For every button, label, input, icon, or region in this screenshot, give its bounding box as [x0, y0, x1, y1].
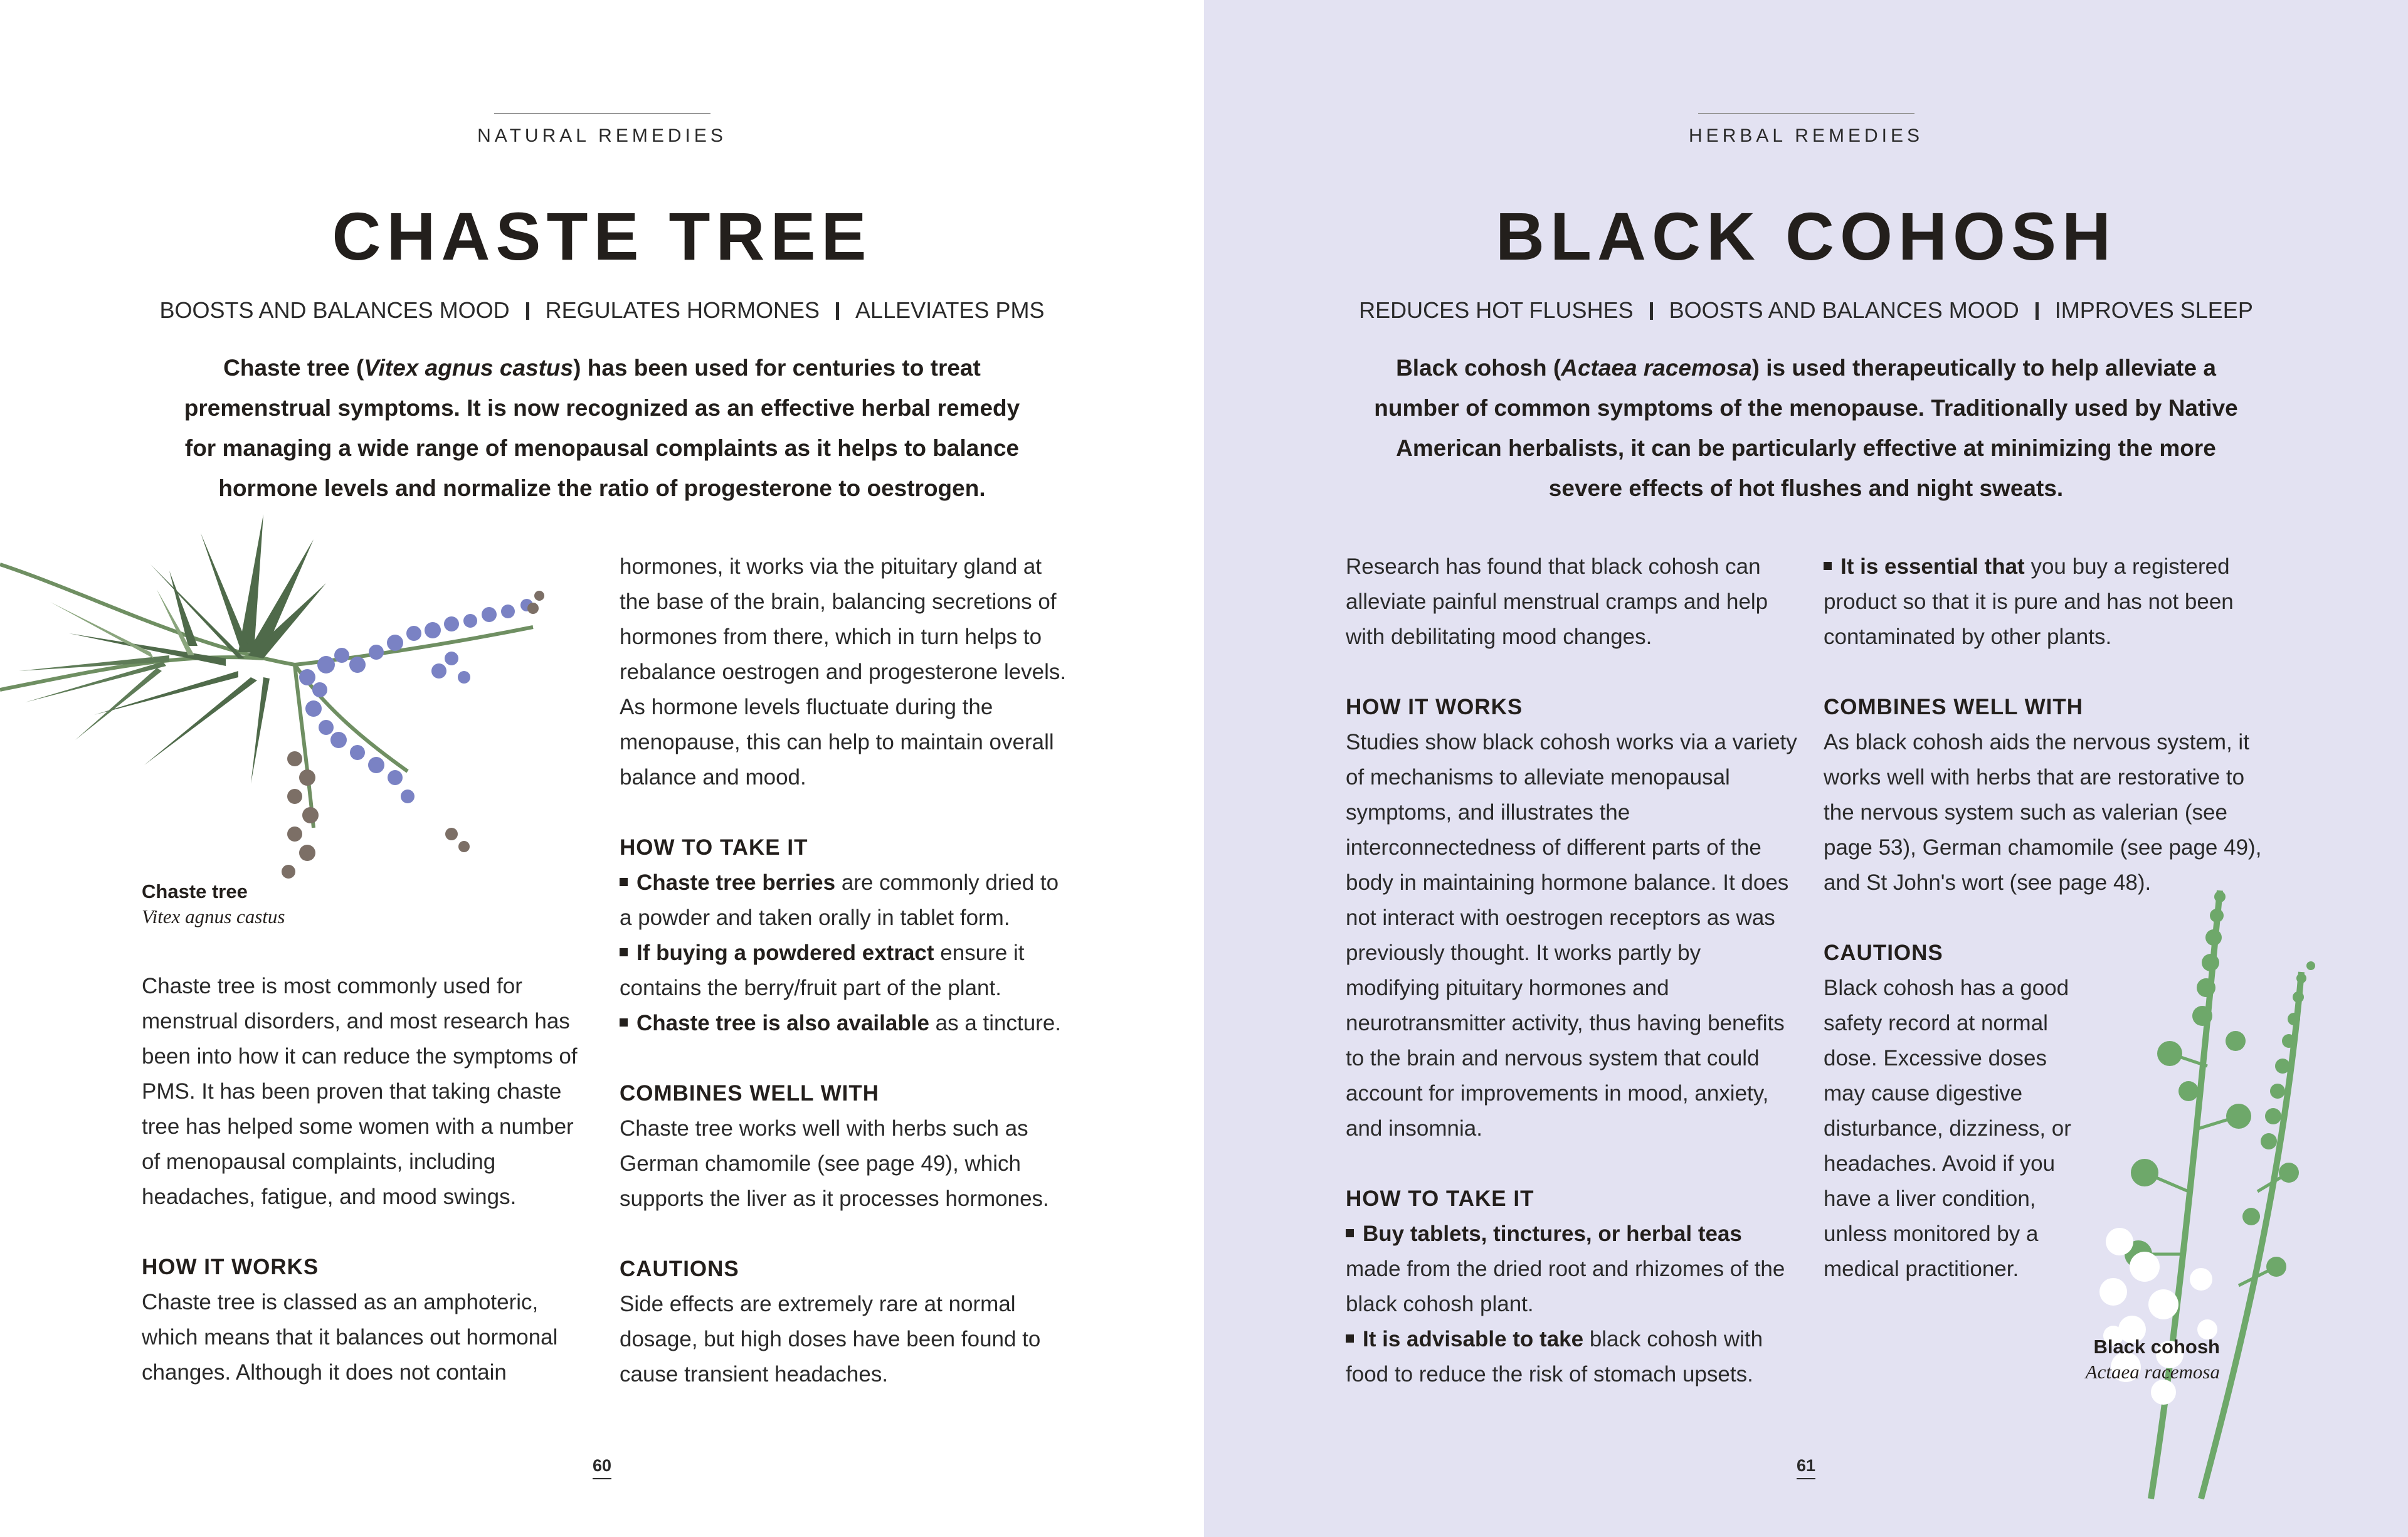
page-number: 61: [1793, 1456, 1819, 1479]
bullet-item: It is essential that you buy a registered product so that it is pure and has not been contaminated by other plants.: [1824, 554, 2234, 649]
section-label: [1204, 113, 2408, 147]
benefit-separator: [526, 302, 529, 320]
bullet-item: Buy tablets, tinctures, or herbal teas made from the dried root and rhizomes of the black cohosh plant.: [1346, 1222, 1785, 1316]
caption-latin: Actaea racemosa: [2085, 1361, 2220, 1383]
intro-text: Black cohosh (: [1396, 355, 1561, 381]
benefit-list: [0, 297, 1204, 324]
illustration-caption: [1969, 1334, 2220, 1385]
text-column-right: [620, 549, 1071, 1392]
benefit-item: IMPROVES SLEEP: [2054, 297, 2253, 323]
body-paragraph: Black cohosh has a good safety record at normal dose. Excessive doses may cause digestive disturbance, dizziness, or headaches. Avoid if you have a liver condition, unless monitored by a medical practitioner.: [1824, 976, 2071, 1281]
section-heading: COMBINES WELL WITH: [1824, 695, 2083, 719]
intro-latin: Actaea racemosa: [1561, 355, 1752, 381]
body-paragraph: As black cohosh aids the nervous system, it works well with herbs that are restorative to the nervous system such as valerian (see page 53), German chamomile (see page 49), and St John's wort (see page 48).: [1824, 730, 2262, 895]
intro-paragraph: [1373, 348, 2239, 509]
benefit-separator: [836, 302, 839, 320]
body-paragraph: Side effects are extremely rare at normal dosage, but high doses have been found to cause transient headaches.: [620, 1292, 1041, 1386]
caption-name: Chaste tree: [142, 880, 248, 902]
section-heading: CAUTIONS: [620, 1257, 739, 1281]
body-paragraph: Chaste tree works well with herbs such as German chamomile (see page 49), which supports the liver as it processes hormones.: [620, 1116, 1049, 1211]
section-rule: [1698, 113, 1914, 114]
section-rule: [494, 113, 710, 114]
black-cohosh-illustration: [2094, 878, 2358, 1505]
caption-name: Black cohosh: [2093, 1336, 2220, 1358]
section-heading: HOW IT WORKS: [142, 1255, 319, 1279]
page-number: 60: [589, 1456, 615, 1479]
benefit-list: [1204, 297, 2408, 324]
flower-cluster: [299, 599, 533, 803]
benefit-item: BOOSTS AND BALANCES MOOD: [1669, 297, 2019, 323]
intro-text: ) is used therapeutically to help alleviate a number of common symptoms of the menopause. Traditionally used by Native American herbalists, it can be particularly effective at minimizing the more severe effects of hot flushes and night sweats.: [1374, 355, 2238, 501]
body-paragraph: Chaste tree is most commonly used for menstrual disorders, and most research has been into how it can reduce the symptoms of PMS. It has been proven that taking chaste tree has helped some women with a number of menopausal complaints, including headaches, fatigue, and mood swings.: [142, 974, 578, 1209]
section-heading: HOW IT WORKS: [1346, 695, 1523, 719]
bullet-item: Chaste tree is also available as a tincture.: [620, 1006, 1071, 1041]
body-paragraph: hormones, it works via the pituitary gland at the base of the brain, balancing secretions of hormones from there, which in turn helps to rebalance oestrogen and progesterone levels. As hormone levels fluctuate during the menopause, this can help to maintain overall balance and mood.: [620, 554, 1067, 790]
benefit-item: ALLEVIATES PMS: [855, 297, 1045, 323]
benefit-separator: [1650, 302, 1653, 320]
page-title: CHASTE TREE: [332, 198, 872, 274]
page-title: BLACK COHOSH: [1496, 198, 2116, 274]
bullet-item: Chaste tree berries are commonly dried to a powder and taken orally in tablet form.: [620, 870, 1059, 930]
section-heading: HOW TO TAKE IT: [1346, 1186, 1534, 1211]
chaste-tree-illustration: [0, 502, 564, 903]
intro-text: ) has been used for centuries to treat premenstrual symptoms. It is now recognized as an effective herbal remedy for managing a wide range of menopausal complaints as it helps to balance hormone levels and normalize the ratio of progesterone to oestrogen.: [184, 355, 1020, 501]
section-heading: CAUTIONS: [1824, 941, 1943, 965]
bullet-item: It is advisable to take black cohosh with food to reduce the risk of stomach upsets.: [1346, 1327, 1763, 1386]
body-paragraph: Studies show black cohosh works via a variety of mechanisms to alleviate menopausal symptoms, and illustrates the interconnectedness of different parts of the body in maintaining hormone balance. It does not interact with oestrogen receptors as was previously thought. It works partly by modifying pituitary hormones and neurotransmitter activity, thus having benefits to the brain and nervous system that could account for improvements in mood, anxiety, and insomnia.: [1346, 730, 1797, 1141]
bullet-item: If buying a powdered extract ensure it contains the berry/fruit part of the plant.: [620, 941, 1025, 1000]
section-text: HERBAL REMEDIES: [1689, 125, 1923, 146]
body-paragraph: Research has found that black cohosh can alleviate painful menstrual cramps and help with debilitating mood changes.: [1346, 554, 1768, 649]
cautions-block: [1824, 936, 2087, 1287]
intro-latin: Vitex agnus castus: [364, 355, 574, 381]
section-heading: COMBINES WELL WITH: [620, 1081, 879, 1106]
section-heading: HOW TO TAKE IT: [620, 835, 808, 860]
intro-text: Chaste tree (: [223, 355, 364, 381]
intro-paragraph: [169, 348, 1035, 509]
text-column-left: [142, 969, 593, 1390]
text-column-left: [1346, 549, 1797, 1392]
right-page: [1204, 0, 2408, 1537]
body-paragraph: Chaste tree is classed as an amphoteric, which means that it balances out hormonal changes. Although it does not contain: [142, 1290, 558, 1385]
benefit-separator: [2036, 302, 2039, 320]
caption-latin: Vitex agnus castus: [142, 906, 285, 927]
benefit-item: REDUCES HOT FLUSHES: [1359, 297, 1634, 323]
benefit-item: REGULATES HORMONES: [545, 297, 820, 323]
illustration-caption: [142, 879, 285, 929]
section-label: [0, 113, 1204, 147]
section-text: NATURAL REMEDIES: [477, 125, 727, 146]
benefit-item: BOOSTS AND BALANCES MOOD: [159, 297, 510, 323]
